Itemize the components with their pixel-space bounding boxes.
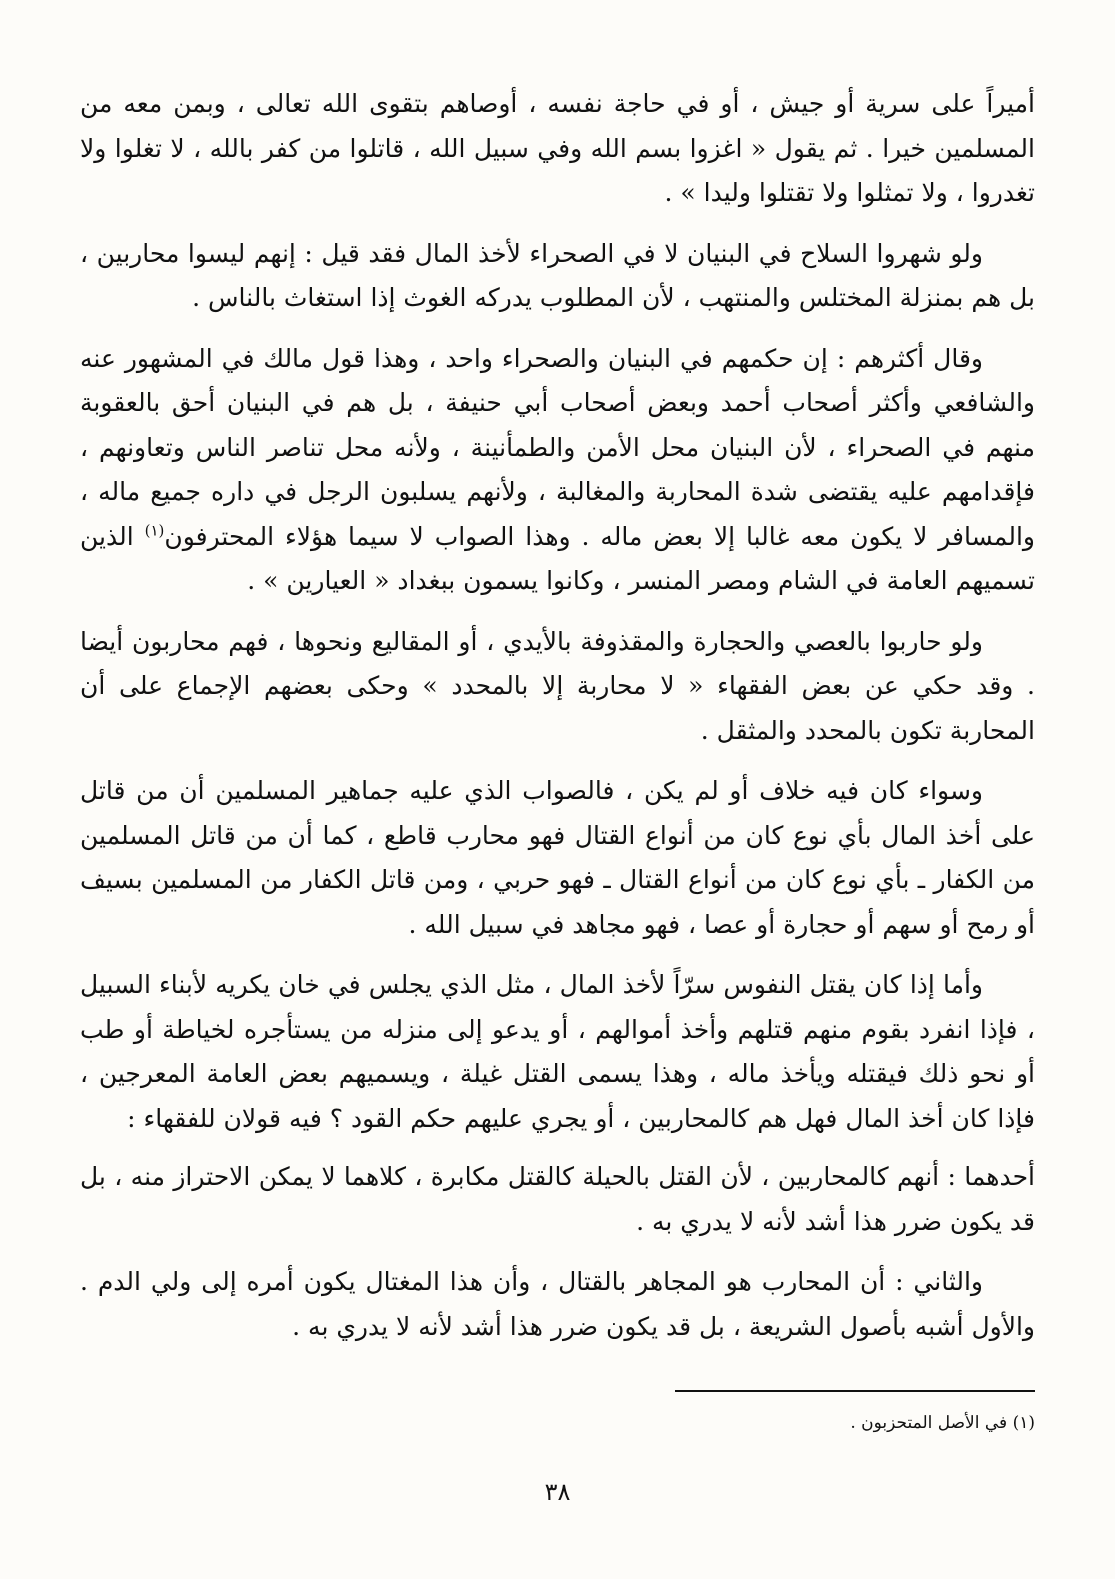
paragraph-6: وأما إذا كان يقتل النفوس سرّاً لأخذ المال ، مثل الذي يجلس في خان يكريه لأبناء السبيل ، فإذا انفرد بقوم منهم قتلهم وأخذ أموالهم ، أو يدعو إلى منزله من يستأجره لخياطة أو طب أو نحو ذلك فيقتله ويأخذ ماله ، وهذا يسمى القتل غيلة ، ويسميهم بعض العامة المعرجين ، فإذا كان أخذ المال فهل هم كالمحاربين ، أو يجري عليهم حكم القود ؟ فيه قولان للفقهاء : (80, 970, 1035, 1133)
page-body (80, 82, 1035, 1365)
footnote-reference: (١) (144, 521, 165, 540)
paragraph-4: ولو حاربوا بالعصي والحجارة والمقذوفة بالأيدي ، أو المقاليع ونحوها ، فهم محاربون أيضا . وقد حكي عن بعض الفقهاء « لا محاربة إلا بالمحدد » وحكى بعضهم الإجماع على أن المحاربة تكون بالمحدد والمثقل . (80, 626, 1035, 745)
paragraph-3-continuation: الذين تسميهم العامة في الشام ومصر المنسر ، وكانوا يسمون ببغداد « العيارين » . (80, 521, 1035, 595)
paragraph-1: أميراً على سرية أو جيش ، أو في حاجة نفسه ، أوصاهم بتقوى الله تعالى ، وبمن معه من المسلمين خيرا . ثم يقول « اغزوا بسم الله وفي سبيل الله ، قاتلوا من كفر بالله ، لا تغلوا ولا تغدروا ، ولا تمثلوا ولا تقتلوا وليدا » . (80, 89, 1035, 207)
paragraph-3 (80, 337, 1035, 604)
paragraph-2: ولو شهروا السلاح في البنيان لا في الصحراء لأخذ المال فقد قيل : إنهم ليسوا محاربين ، بل هم بمنزلة المختلس والمنتهب ، لأن المطلوب يدركه الغوث إذا استغاث بالناس . (80, 238, 1035, 312)
footnote-divider (675, 1390, 1035, 1392)
paragraph-5: وسواء كان فيه خلاف أو لم يكن ، فالصواب الذي عليه جماهير المسلمين أن من قاتل على أخذ المال بأي نوع كان من أنواع القتال فهو محارب قاطع ، كما أن من قاتل المسلمين من الكفار ـ بأي نوع كان من أنواع القتال ـ فهو حربي ، ومن قاتل الكفار من المسلمين بسيف أو رمح أو سهم أو حجارة أو عصا ، فهو مجاهد في سبيل الله . (80, 776, 1035, 939)
paragraph-3-text: وقال أكثرهم : إن حكمهم في البنيان والصحراء واحد ، وهذا قول مالك في المشهور عنه والشافعي وأكثر أصحاب أحمد وبعض أصحاب أبي حنيفة ، بل هم في البنيان أحق بالعقوبة منهم في الصحراء ، لأن البنيان محل الأمن والطمأنينة ، ولأنه محل تناصر الناس وتعاونهم ، فإقدامهم عليه يقتضى شدة المحاربة والمغالبة ، ولأنهم يسلبون الرجل في داره جميع ماله ، والمسافر لا يكون معه غالبا إلا بعض ماله . وهذا الصواب لا سيما هؤلاء المحترفون (80, 343, 1035, 551)
page-number: ٣٨ (544, 1478, 571, 1506)
footnote: (١) في الأصل المتحزبون . (850, 1413, 1035, 1433)
paragraph-7: أحدهما : أنهم كالمحاربين ، لأن القتل بالحيلة كالقتل مكابرة ، كلاهما لا يمكن الاحتراز منه ، بل قد يكون ضرر هذا أشد لأنه لا يدري به . (80, 1162, 1035, 1236)
paragraph-8: والثاني : أن المحارب هو المجاهر بالقتال ، وأن هذا المغتال يكون أمره إلى ولي الدم . والأول أشبه بأصول الشريعة ، بل قد يكون ضرر هذا أشد لأنه لا يدري به . (80, 1267, 1035, 1341)
